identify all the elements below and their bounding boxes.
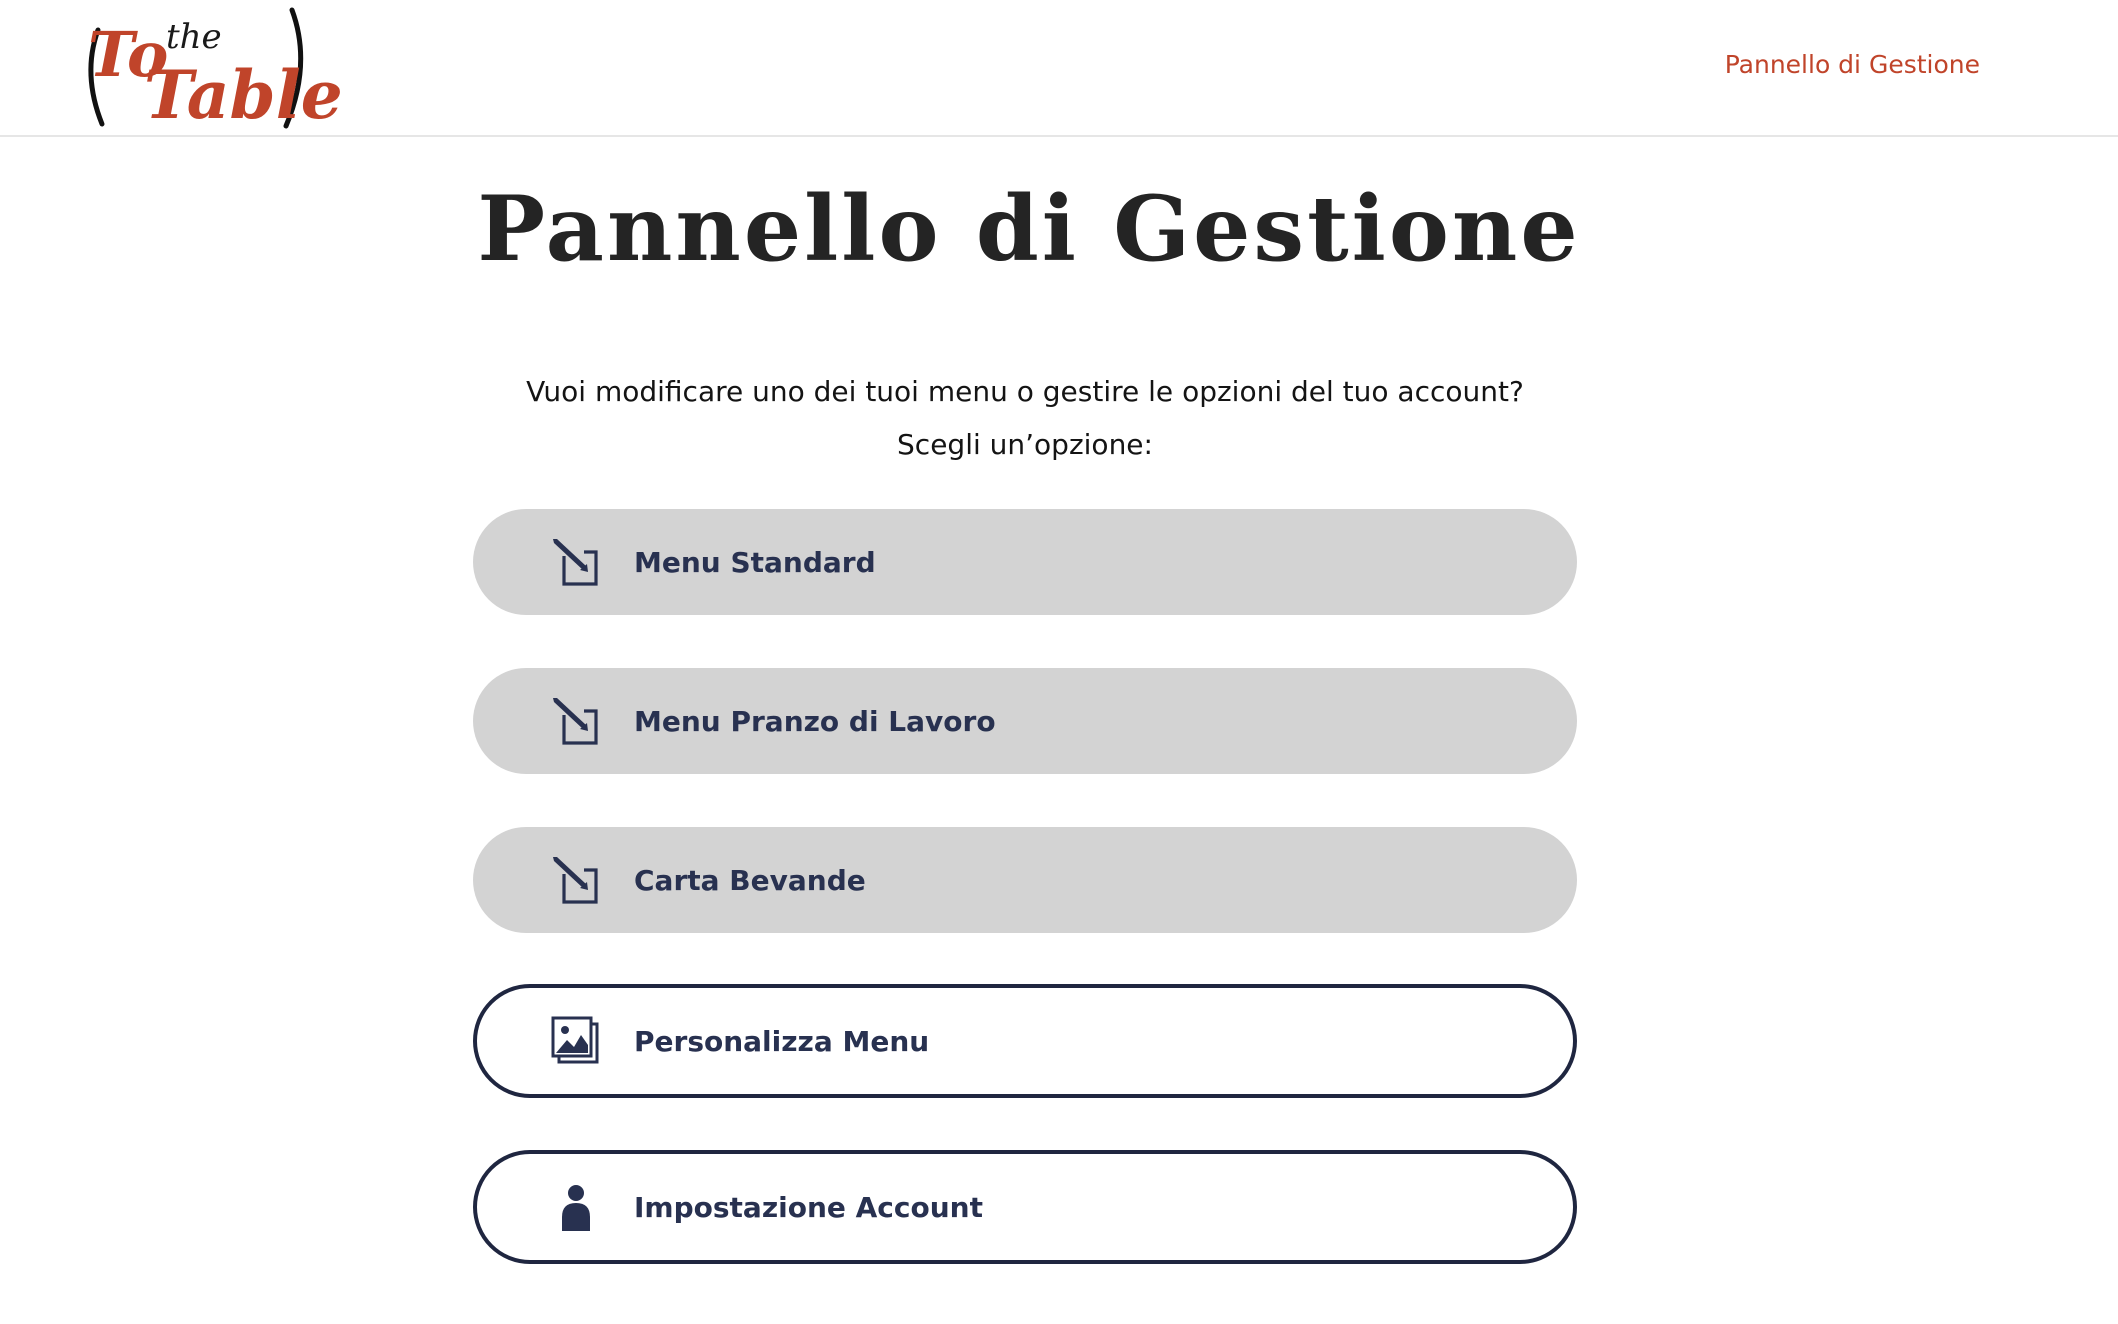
logo[interactable] — [80, 6, 343, 134]
menu-pranzo-lavoro-button[interactable] — [473, 668, 1577, 774]
logo-word-table: Table — [144, 56, 343, 134]
intro-text: Vuoi modificare uno dei tuoi menu o gestire le opzioni del tuo account? — [526, 375, 1524, 408]
site-header — [0, 0, 2118, 137]
menu-standard-button[interactable] — [473, 509, 1577, 615]
carta-bevande-button[interactable] — [473, 827, 1577, 933]
intro-prompt: Scegli un’opzione: — [897, 428, 1153, 461]
impostazione-account-button[interactable] — [473, 1150, 1577, 1264]
logo-word-to: To — [88, 18, 169, 91]
option-label: Impostazione Account — [634, 1190, 983, 1224]
option-label: Personalizza Menu — [634, 1024, 930, 1058]
nav-link-pannello[interactable]: Pannello di Gestione — [1724, 50, 1980, 79]
logo-word-the: the — [166, 17, 222, 57]
option-label: Menu Standard — [634, 545, 876, 579]
option-label: Carta Bevande — [634, 863, 866, 897]
edit-icon — [550, 536, 602, 588]
edit-icon — [550, 854, 602, 906]
option-label: Menu Pranzo di Lavoro — [634, 704, 996, 738]
page-title: Pannello di Gestione — [477, 176, 1581, 282]
personalizza-menu-button[interactable] — [473, 984, 1577, 1098]
user-icon — [550, 1181, 602, 1233]
edit-icon — [550, 695, 602, 747]
logo-image — [80, 6, 343, 134]
images-icon — [550, 1015, 602, 1067]
